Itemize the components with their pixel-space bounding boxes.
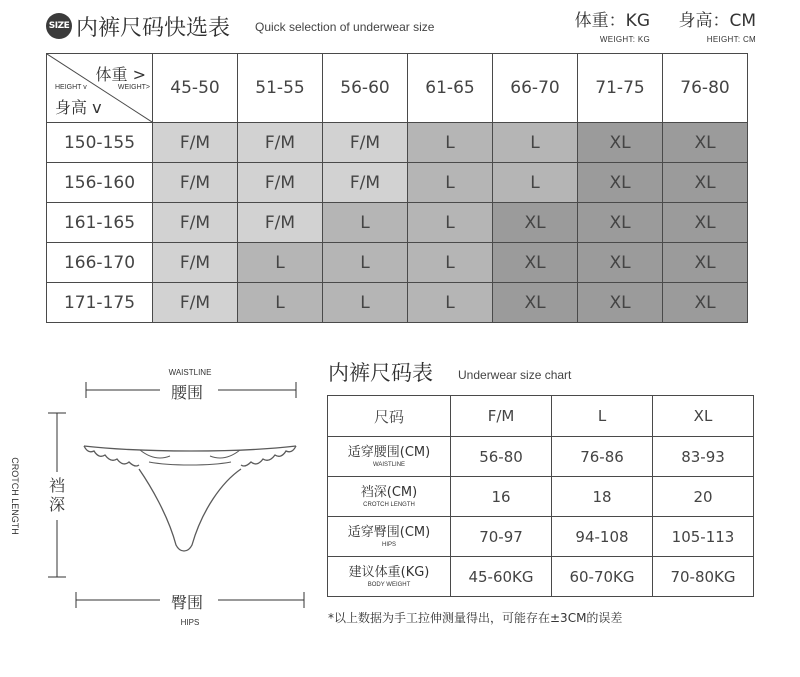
size-chart-header-cell: L: [552, 396, 653, 437]
measurement-label: [328, 437, 451, 477]
measurement-label-en: HIPS: [381, 541, 396, 548]
measurement-value: 70-80KG: [653, 557, 754, 597]
size-chart-subtitle: Underwear size chart: [458, 368, 572, 382]
measurement-value: 60-70KG: [552, 557, 653, 597]
crotch-label-en: CROTCH LENGTH: [10, 457, 20, 535]
measurement-value: 56-80: [451, 437, 552, 477]
measurement-label-cn: 适穿腰围(CM): [347, 444, 431, 460]
corner-weight-cn: 体重 >: [95, 65, 146, 84]
weight-unit: [540, 6, 650, 44]
size-cell: XL: [578, 203, 663, 243]
weight-column-header: 51-55: [238, 54, 323, 123]
weight-column-header: 71-75: [578, 54, 663, 123]
size-cell: L: [408, 283, 493, 323]
size-cell: F/M: [153, 163, 238, 203]
size-cell: F/M: [153, 283, 238, 323]
measurement-label-cn: 建议体重(KG): [348, 564, 430, 580]
weight-unit-en: WEIGHT: KG: [599, 35, 650, 44]
measurement-label-cn: 裆深(CM): [360, 484, 418, 500]
size-cell: L: [238, 243, 323, 283]
measurement-label-en: CROTCH LENGTH: [363, 501, 415, 508]
size-cell: L: [408, 243, 493, 283]
measurement-value: 20: [653, 477, 754, 517]
size-cell: F/M: [323, 123, 408, 163]
measurement-value: 83-93: [653, 437, 754, 477]
size-cell: XL: [493, 203, 578, 243]
measurement-label: [328, 477, 451, 517]
table-row: [328, 477, 754, 517]
size-cell: XL: [493, 243, 578, 283]
size-cell: L: [408, 203, 493, 243]
height-unit-en: HEIGHT: CM: [706, 35, 756, 44]
size-cell: F/M: [153, 243, 238, 283]
table-row: [328, 557, 754, 597]
size-cell: XL: [578, 123, 663, 163]
measurement-value: 45-60KG: [451, 557, 552, 597]
measurement-value: 105-113: [653, 517, 754, 557]
size-cell: L: [408, 163, 493, 203]
hips-label-en: HIPS: [180, 618, 200, 627]
size-cell: L: [323, 243, 408, 283]
size-chart-title: 内裤尺码表: [328, 361, 433, 385]
corner-weight-en: WEIGHT>: [117, 84, 150, 91]
measurement-label: [328, 557, 451, 597]
size-chart-header-cell: F/M: [451, 396, 552, 437]
size-cell: F/M: [238, 123, 323, 163]
size-cell: F/M: [238, 203, 323, 243]
measurement-label-en: WAISTLINE: [372, 461, 406, 468]
size-chart-header-row: [328, 396, 754, 437]
measurement-note: *以上数据为手工拉伸测量得出，可能存在±3CM的误差: [328, 611, 623, 625]
size-cell: XL: [663, 123, 748, 163]
height-row-header: 156-160: [47, 163, 153, 203]
weight-unit-cn: 体重：KG: [574, 11, 650, 31]
size-cell: XL: [663, 283, 748, 323]
weight-column-header: 45-50: [153, 54, 238, 123]
measurement-value: 76-86: [552, 437, 653, 477]
size-cell: L: [323, 203, 408, 243]
weight-column-header: 76-80: [663, 54, 748, 123]
size-cell: XL: [578, 283, 663, 323]
size-cell: L: [323, 283, 408, 323]
page-title: 内裤尺码快选表: [76, 16, 231, 41]
size-chart-table: [327, 395, 754, 597]
height-row-header: 150-155: [47, 123, 153, 163]
size-cell: XL: [663, 163, 748, 203]
size-cell: XL: [578, 163, 663, 203]
size-cell: L: [408, 123, 493, 163]
size-cell: XL: [663, 203, 748, 243]
measurement-label-cn: 适穿臀围(CM): [347, 524, 431, 540]
height-row-header: 171-175: [47, 283, 153, 323]
weight-column-header: 56-60: [323, 54, 408, 123]
measurement-label: [328, 517, 451, 557]
size-cell: XL: [578, 243, 663, 283]
weight-column-header: 66-70: [493, 54, 578, 123]
size-cell: F/M: [323, 163, 408, 203]
height-unit: [660, 6, 756, 44]
corner-height-en: HEIGHT v: [55, 84, 87, 91]
measurement-diagram: [0, 0, 320, 677]
size-cell: F/M: [153, 123, 238, 163]
waistline-label-en: WAISTLINE: [168, 368, 212, 377]
height-unit-cn: 身高：CM: [678, 11, 756, 31]
size-cell: XL: [663, 243, 748, 283]
crotch-label-cn: 裆深: [48, 476, 65, 514]
weight-column-header: 61-65: [408, 54, 493, 123]
size-cell: XL: [493, 283, 578, 323]
height-row-header: 161-165: [47, 203, 153, 243]
size-cell: F/M: [153, 203, 238, 243]
measurement-value: 18: [552, 477, 653, 517]
measurement-value: 94-108: [552, 517, 653, 557]
underwear-outline-icon: [84, 446, 296, 551]
size-cell: F/M: [238, 163, 323, 203]
size-badge-icon: SIZE: [46, 13, 72, 39]
page-subtitle: Quick selection of underwear size: [255, 20, 435, 34]
size-cell: L: [238, 283, 323, 323]
size-cell: L: [493, 123, 578, 163]
waistline-label-cn: 腰围: [165, 380, 209, 403]
measurement-label-en: BODY WEIGHT: [367, 581, 411, 588]
corner-height-cn: 身高 v: [55, 98, 102, 117]
measurement-value: 16: [451, 477, 552, 517]
size-cell: L: [493, 163, 578, 203]
table-row: [328, 437, 754, 477]
table-row: [328, 517, 754, 557]
size-chart-header-cell: 尺码: [328, 396, 451, 437]
hips-label-cn: 臀围: [165, 590, 209, 613]
size-chart-header-cell: XL: [653, 396, 754, 437]
height-row-header: 166-170: [47, 243, 153, 283]
measurement-value: 70-97: [451, 517, 552, 557]
